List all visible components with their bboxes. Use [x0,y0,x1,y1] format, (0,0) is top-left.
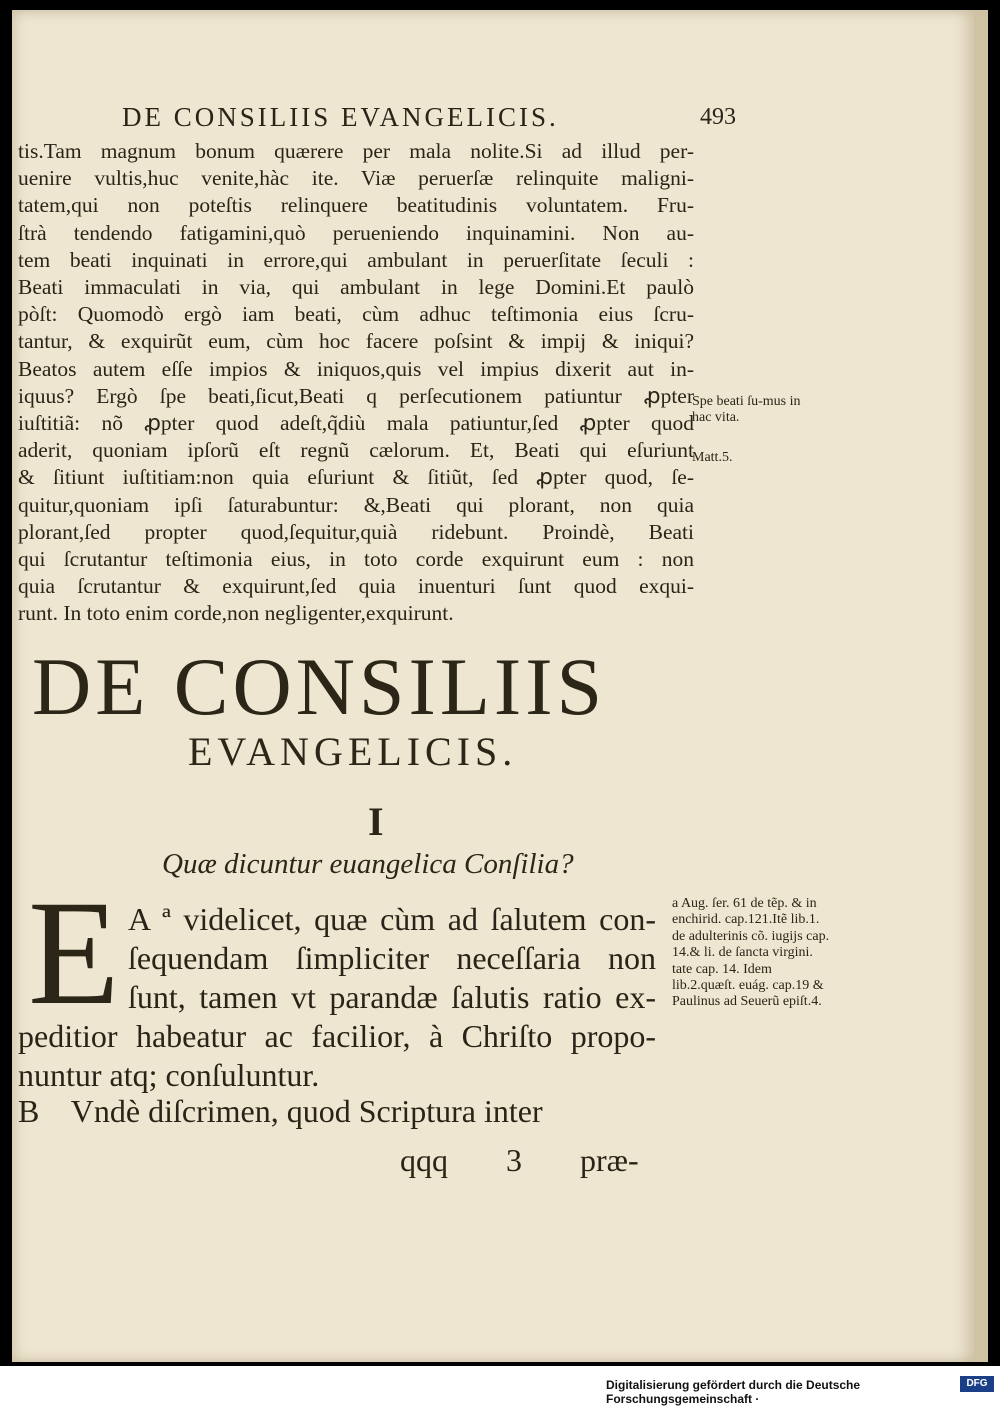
text-line: plorant,ſed propter quod,ſequitur,quià ridebunt. Proindè, Beati [18,519,694,544]
body-text-block [18,138,694,628]
text-line: ſequendam ſimpliciter neceſſaria non [128,940,656,976]
text-line: quia ſcrutantur & exquirunt,ſed quia inuenturi ſunt quod exqui- [18,574,694,599]
side-references: a Aug. ſer. 61 de tẽp. & in enchirid. cap.121.Itẽ lib.1. de adulterinis cõ. iugijs cap. 14.& li. de ſancta virgini. tate cap. 14. Idem lib.2.quæſt. euág. cap.19 & Paulinus ad Seuerũ epiſt.4. [672,896,830,1010]
text-line: tantur, & exquirũt eum, cùm hoc facere poſsint & impij & iniqui? [18,329,694,354]
text-line: tem beati inquinati in errore,qui ambulant in peruerſitate ſeculi : [18,247,694,272]
text-line: Beati immaculati in via, qui ambulant in lege Domini.Et paulò [18,275,694,300]
dfg-logo-icon: DFG [960,1376,994,1392]
drop-cap: E [28,870,120,1036]
text-line: ſunt, tamen vt parandæ ſalutis ratio ex- [128,979,656,1015]
chapter-number: I [368,799,384,844]
text-line: A ª videlicet, quæ cùm ad ſalutem con- [128,901,656,937]
text-line: tatem,qui non poteſtis relinquere beatitudinis voluntatem. Fru- [18,193,694,218]
section-title: DE CONSILIIS [32,641,607,732]
book-page [12,10,974,1362]
page-edge [974,10,988,1362]
section-subtitle: EVANGELICIS. [188,729,518,774]
text-line: nuntur atq; conſuluntur. [18,1057,320,1093]
text-line: aderit, quoniam ipſorũ eſt regnũ cælorum. Et, Beati qui eſuriunt [18,438,694,463]
page-number: 493 [700,104,736,130]
text-line: quitur,quoniam ipſi ſaturabuntur: &,Beati qui plorant, non quia [18,492,694,517]
text-line: tis.Tam magnum bonum quærere per mala nolite.Si ad illud per- [18,139,694,163]
running-head: DE CONSILIIS EVANGELICIS. [122,102,559,132]
catchline: qqq 3 præ- [400,1142,639,1178]
text-line: iuſtitiã: nõ ꝓpter quod adeſt,q̃diù mala patiuntur,ſed ꝓpter quod [18,411,694,436]
text-line: peditior habeatur ac facilior, à Chriſto propo- [18,1018,656,1054]
paragraph-a-full [18,1017,656,1095]
text-line: & ſitiunt iuſtitiam:non quia eſuriunt & ſitiũt, ſed ꝓpter quod, ſe- [18,465,694,490]
paragraph-a-indented [128,900,656,1017]
paragraph-b: B Vndè diſcrimen, quod Scriptura inter [18,1093,543,1129]
chapter-question: Quæ dicuntur euangelica Conſilia? [162,848,574,880]
margin-note-spe-beati: Spe beati ſu-mus in hac vita. [692,394,801,425]
margin-note-matthew: Matt.5. [692,450,733,465]
text-line: ſtrà tendendo fatigamini,quò perueniendo inquinamini. Non au- [18,220,694,245]
text-line: runt. In toto enim corde,non negligenter,exquirunt. [18,601,454,626]
text-line: uenire vultis,huc venite,hàc ite. Viæ peruerſæ relinquite maligni- [18,166,694,191]
text-line: pòſt: Quomodò ergò iam beati, cùm adhuc teſtimonia eius ſcru- [18,302,694,327]
text-line: iquus? Ergò ſpe beati,ſicut,Beati q perſecutionem patiuntur ꝓpter [18,383,694,408]
text-line: Beatos autem eſſe impios & iniquos,quis vel impius dixerit aut in- [18,356,694,381]
text-line: qui ſcrutantur teſtimonia eius, in toto corde exquirunt eum : non [18,547,694,572]
digitization-credit: Digitalisierung gefördert durch die Deutsche Forschungsgemeinschaft · [606,1378,861,1406]
